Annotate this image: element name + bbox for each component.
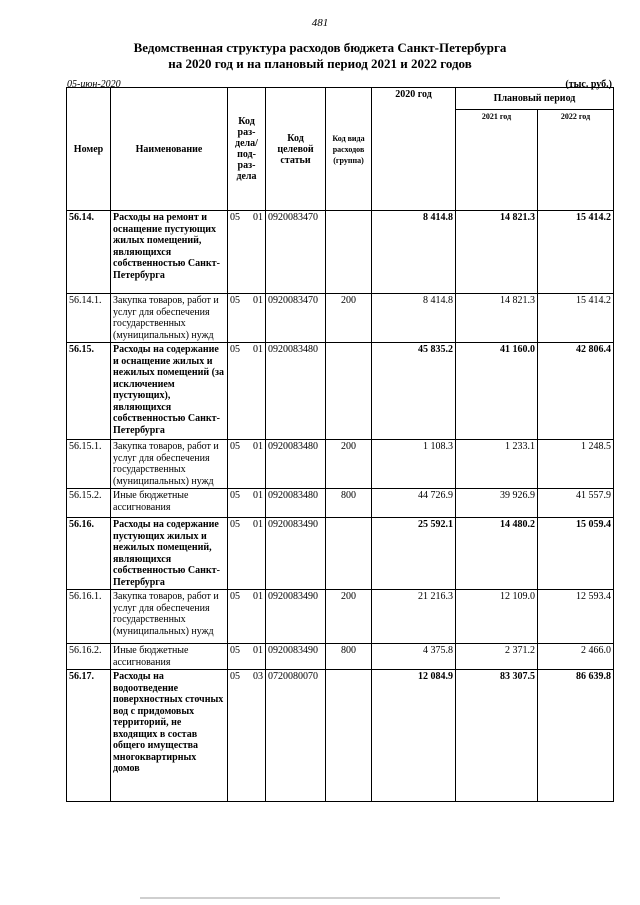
row-target: 0720080070 bbox=[266, 670, 326, 802]
header-2022: 2022 год bbox=[538, 110, 614, 211]
header-2020: 2020 год bbox=[372, 88, 456, 211]
row-2020: 45 835.2 bbox=[372, 343, 456, 440]
row-name: Расходы на ремонт и оснащение пустующих жилых помещений, являющихся собственностью Санкт-Петербурга bbox=[111, 211, 228, 294]
row-2020: 8 414.8 bbox=[372, 294, 456, 343]
row-podrazdel-code: 01 bbox=[253, 295, 263, 306]
table-row bbox=[67, 590, 614, 644]
row-razdel-code: 05 bbox=[230, 671, 240, 682]
row-number: 56.15.2. bbox=[67, 489, 111, 518]
header-planned: Плановый период bbox=[456, 88, 614, 110]
row-number: 56.16.2. bbox=[67, 644, 111, 670]
row-2021: 41 160.0 bbox=[456, 343, 538, 440]
row-number: 56.17. bbox=[67, 670, 111, 802]
row-2020: 12 084.9 bbox=[372, 670, 456, 802]
row-number: 56.16.1. bbox=[67, 590, 111, 644]
row-2022: 41 557.9 bbox=[538, 489, 614, 518]
row-razdel bbox=[228, 489, 266, 518]
row-number: 56.15.1. bbox=[67, 440, 111, 489]
row-podrazdel-code: 01 bbox=[253, 591, 263, 602]
header-target: Код целевой статьи bbox=[266, 88, 326, 211]
row-podrazdel-code: 01 bbox=[253, 344, 263, 355]
row-name: Иные бюджетные ассигнования bbox=[111, 644, 228, 670]
row-razdel-code: 05 bbox=[230, 344, 240, 355]
header-razdel: Код раз-дела/ под-раз-дела bbox=[228, 88, 266, 211]
row-razdel-code: 05 bbox=[230, 490, 240, 501]
row-2022: 86 639.8 bbox=[538, 670, 614, 802]
row-vid: 200 bbox=[326, 294, 372, 343]
row-number: 56.16. bbox=[67, 518, 111, 590]
row-name: Иные бюджетные ассигнования bbox=[111, 489, 228, 518]
row-2021: 14 480.2 bbox=[456, 518, 538, 590]
row-2022: 42 806.4 bbox=[538, 343, 614, 440]
row-razdel-code: 05 bbox=[230, 591, 240, 602]
row-2021: 1 233.1 bbox=[456, 440, 538, 489]
row-podrazdel-code: 01 bbox=[253, 519, 263, 530]
header-2021: 2021 год bbox=[456, 110, 538, 211]
units-label: (тыс. руб.) bbox=[565, 79, 612, 90]
row-number: 56.14.1. bbox=[67, 294, 111, 343]
row-target: 0920083490 bbox=[266, 644, 326, 670]
table-row bbox=[67, 440, 614, 489]
row-razdel-code: 05 bbox=[230, 645, 240, 656]
row-target: 0920083470 bbox=[266, 294, 326, 343]
row-name: Закупка товаров, работ и услуг для обеспечения государственных (муниципальных) нужд bbox=[111, 294, 228, 343]
row-2022: 2 466.0 bbox=[538, 644, 614, 670]
title-line-2: на 2020 год и на плановый период 2021 и 2022 годов bbox=[168, 56, 472, 71]
row-2020: 4 375.8 bbox=[372, 644, 456, 670]
header-number: Номер bbox=[67, 88, 111, 211]
row-razdel-code: 05 bbox=[230, 212, 240, 223]
row-vid: 800 bbox=[326, 644, 372, 670]
row-name: Расходы на водоотведение поверхностных сточных вод с придомовых территорий, не входящих в состав общего имущества многоквартирных домов bbox=[111, 670, 228, 802]
row-2021: 39 926.9 bbox=[456, 489, 538, 518]
row-vid bbox=[326, 670, 372, 802]
row-podrazdel-code: 03 bbox=[253, 671, 263, 682]
scan-artifact bbox=[140, 897, 500, 899]
row-razdel-code: 05 bbox=[230, 519, 240, 530]
row-razdel bbox=[228, 518, 266, 590]
row-razdel bbox=[228, 590, 266, 644]
row-podrazdel-code: 01 bbox=[253, 490, 263, 501]
row-razdel bbox=[228, 644, 266, 670]
row-name: Закупка товаров, работ и услуг для обеспечения государственных (муниципальных) нужд bbox=[111, 440, 228, 489]
row-2020: 44 726.9 bbox=[372, 489, 456, 518]
row-podrazdel-code: 01 bbox=[253, 212, 263, 223]
row-vid: 800 bbox=[326, 489, 372, 518]
row-vid bbox=[326, 518, 372, 590]
row-target: 0920083480 bbox=[266, 489, 326, 518]
table-row bbox=[67, 294, 614, 343]
row-2022: 15 414.2 bbox=[538, 211, 614, 294]
budget-table bbox=[66, 87, 614, 802]
row-vid bbox=[326, 211, 372, 294]
row-2021: 14 821.3 bbox=[456, 294, 538, 343]
row-podrazdel-code: 01 bbox=[253, 645, 263, 656]
row-target: 0920083490 bbox=[266, 590, 326, 644]
row-razdel bbox=[228, 211, 266, 294]
row-2022: 1 248.5 bbox=[538, 440, 614, 489]
row-2020: 25 592.1 bbox=[372, 518, 456, 590]
row-vid: 200 bbox=[326, 440, 372, 489]
table-row bbox=[67, 343, 614, 440]
row-2020: 1 108.3 bbox=[372, 440, 456, 489]
row-name: Расходы на содержание и оснащение жилых и нежилых помещений (за исключением пустующих), являющихся собственностью Санкт-Петербурга bbox=[111, 343, 228, 440]
row-razdel-code: 05 bbox=[230, 295, 240, 306]
table-row bbox=[67, 518, 614, 590]
table-row bbox=[67, 670, 614, 802]
table-row bbox=[67, 644, 614, 670]
page-number: 481 bbox=[311, 17, 329, 29]
row-target: 0920083480 bbox=[266, 343, 326, 440]
row-razdel bbox=[228, 670, 266, 802]
row-2021: 12 109.0 bbox=[456, 590, 538, 644]
document-title bbox=[0, 40, 640, 72]
row-number: 56.15. bbox=[67, 343, 111, 440]
row-vid bbox=[326, 343, 372, 440]
table-row bbox=[67, 211, 614, 294]
header-vid: Код вида расходов (группа) bbox=[326, 88, 372, 211]
row-2021: 14 821.3 bbox=[456, 211, 538, 294]
row-name: Расходы на содержание пустующих жилых и нежилых помещений, являющихся собственностью Санкт-Петербурга bbox=[111, 518, 228, 590]
row-2020: 8 414.8 bbox=[372, 211, 456, 294]
row-target: 0920083470 bbox=[266, 211, 326, 294]
row-razdel bbox=[228, 440, 266, 489]
header-name: Наименование bbox=[111, 88, 228, 211]
row-razdel-code: 05 bbox=[230, 441, 240, 452]
row-2021: 2 371.2 bbox=[456, 644, 538, 670]
row-razdel bbox=[228, 294, 266, 343]
row-2022: 15 414.2 bbox=[538, 294, 614, 343]
row-target: 0920083490 bbox=[266, 518, 326, 590]
row-name: Закупка товаров, работ и услуг для обеспечения государственных (муниципальных) нужд bbox=[111, 590, 228, 644]
table-row bbox=[67, 489, 614, 518]
row-2021: 83 307.5 bbox=[456, 670, 538, 802]
row-vid: 200 bbox=[326, 590, 372, 644]
row-2020: 21 216.3 bbox=[372, 590, 456, 644]
document-date: 05-июн-2020 bbox=[67, 79, 121, 90]
row-podrazdel-code: 01 bbox=[253, 441, 263, 452]
row-target: 0920083480 bbox=[266, 440, 326, 489]
row-2022: 12 593.4 bbox=[538, 590, 614, 644]
row-number: 56.14. bbox=[67, 211, 111, 294]
row-razdel bbox=[228, 343, 266, 440]
title-line-1: Ведомственная структура расходов бюджета Санкт-Петербурга bbox=[133, 40, 507, 55]
row-2022: 15 059.4 bbox=[538, 518, 614, 590]
